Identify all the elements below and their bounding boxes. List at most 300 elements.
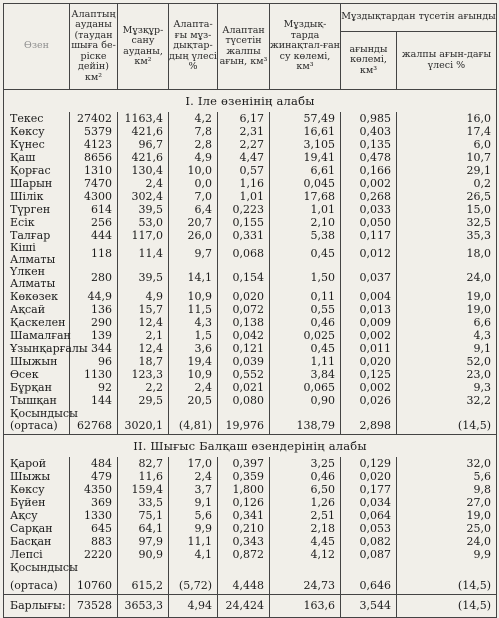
grand-total-cell: (14,5) bbox=[397, 594, 497, 617]
total-row bbox=[4, 420, 497, 435]
table-cell: 10,7 bbox=[397, 151, 497, 164]
table-cell: 9,7 bbox=[169, 242, 218, 266]
river-name: Ұзынқарғалы bbox=[4, 342, 70, 355]
river-name: Қарой bbox=[4, 457, 70, 470]
table-cell: 3,25 bbox=[270, 457, 341, 470]
total-cell: (14,5) bbox=[397, 574, 497, 594]
table-cell: 19,0 bbox=[397, 290, 497, 303]
table-cell: 7470 bbox=[70, 177, 118, 190]
table-cell: 1,26 bbox=[270, 496, 341, 509]
table-cell: 0,037 bbox=[341, 266, 397, 290]
grand-total-label: Барлығы: bbox=[4, 594, 70, 617]
table-cell: 4,9 bbox=[118, 290, 169, 303]
table-cell: 39,5 bbox=[118, 203, 169, 216]
table-cell: 136 bbox=[70, 303, 118, 316]
table-row bbox=[4, 457, 497, 470]
header-glacier-area: Мұзқұр-сану ауданы, км² bbox=[118, 4, 169, 90]
table-cell: 4,47 bbox=[218, 151, 270, 164]
river-name: Көкөзек bbox=[4, 290, 70, 303]
header-runoff-share: жалпы ағын-дағы үлесі % bbox=[397, 32, 497, 90]
table-row bbox=[4, 290, 497, 303]
table-cell: 3,84 bbox=[270, 368, 341, 381]
table-cell: 0,268 bbox=[341, 190, 397, 203]
table-cell: 0,025 bbox=[270, 329, 341, 342]
table-cell: 33,5 bbox=[118, 496, 169, 509]
header-river: Өзен bbox=[4, 4, 70, 90]
table-row bbox=[4, 329, 497, 342]
table-cell: 0,155 bbox=[218, 216, 270, 229]
header-basin-area: Алаптың ауданы (таудан шыға бе-ріске дейін) км² bbox=[70, 4, 118, 90]
table-cell: 4,9 bbox=[169, 151, 218, 164]
table-cell: 2,10 bbox=[270, 216, 341, 229]
table-row bbox=[4, 394, 497, 407]
table-cell: 0,082 bbox=[341, 535, 397, 548]
table-cell: 2,2 bbox=[118, 381, 169, 394]
river-name: Көксу bbox=[4, 125, 70, 138]
table-cell: 4,1 bbox=[169, 548, 218, 561]
table-cell: 4350 bbox=[70, 483, 118, 496]
table-cell: 92 bbox=[70, 381, 118, 394]
table-cell: 0,359 bbox=[218, 470, 270, 483]
empty-cell bbox=[118, 561, 169, 574]
table-cell: 0,126 bbox=[218, 496, 270, 509]
table-cell: 5379 bbox=[70, 125, 118, 138]
table-cell: 3,7 bbox=[169, 483, 218, 496]
grand-total-cell: 24,424 bbox=[218, 594, 270, 617]
table-cell: 1,01 bbox=[270, 203, 341, 216]
table-cell: 0,011 bbox=[341, 342, 397, 355]
table-cell: 32,0 bbox=[397, 457, 497, 470]
river-name: Талғар bbox=[4, 229, 70, 242]
table-row bbox=[4, 509, 497, 522]
table-cell: 0,872 bbox=[218, 548, 270, 561]
table-cell: 16,0 bbox=[397, 112, 497, 125]
table-cell: 19,4 bbox=[169, 355, 218, 368]
total-cell: 24,73 bbox=[270, 574, 341, 594]
table-cell: 5,38 bbox=[270, 229, 341, 242]
river-name: Бүйен bbox=[4, 496, 70, 509]
table-row bbox=[4, 216, 497, 229]
table-cell: 26,5 bbox=[397, 190, 497, 203]
total-cell: (14,5) bbox=[397, 420, 497, 435]
table-cell: 0,343 bbox=[218, 535, 270, 548]
table-cell: 26,0 bbox=[169, 229, 218, 242]
table-cell: 0,985 bbox=[341, 112, 397, 125]
table-cell: 0,053 bbox=[341, 522, 397, 535]
table-cell: 82,7 bbox=[118, 457, 169, 470]
table-row bbox=[4, 548, 497, 561]
table-row bbox=[4, 483, 497, 496]
table-cell: 75,1 bbox=[118, 509, 169, 522]
table-cell: 2,4 bbox=[169, 470, 218, 483]
table-cell: 6,17 bbox=[218, 112, 270, 125]
river-name: Шамалған bbox=[4, 329, 70, 342]
table-cell: 7,8 bbox=[169, 125, 218, 138]
river-name: Тышқан bbox=[4, 394, 70, 407]
table-cell: 614 bbox=[70, 203, 118, 216]
table-cell: 123,3 bbox=[118, 368, 169, 381]
table-cell: 130,4 bbox=[118, 164, 169, 177]
table-cell: 0,064 bbox=[341, 509, 397, 522]
table-cell: 0,46 bbox=[270, 470, 341, 483]
header-total-runoff: Алаптан түсетін жалпы ағын, км³ bbox=[218, 4, 270, 90]
table-cell: 117,0 bbox=[118, 229, 169, 242]
river-name: Шыжын bbox=[4, 355, 70, 368]
table-cell: 4,12 bbox=[270, 548, 341, 561]
table-cell: 5,6 bbox=[397, 470, 497, 483]
table-cell: 645 bbox=[70, 522, 118, 535]
empty-cell bbox=[169, 561, 218, 574]
table-cell: 29,1 bbox=[397, 164, 497, 177]
table-cell: 52,0 bbox=[397, 355, 497, 368]
total-cell: 615,2 bbox=[118, 574, 169, 594]
table-cell: 0,072 bbox=[218, 303, 270, 316]
table-cell: 19,41 bbox=[270, 151, 341, 164]
table-cell: 5,6 bbox=[169, 509, 218, 522]
table-cell: 0,033 bbox=[341, 203, 397, 216]
grand-total-cell: 163,6 bbox=[270, 594, 341, 617]
table-cell: 4,3 bbox=[397, 329, 497, 342]
table-cell: 0,034 bbox=[341, 496, 397, 509]
header-runoff-group: Мұздықтардан түсетін ағынды bbox=[341, 4, 497, 32]
section-title-row bbox=[4, 90, 497, 113]
table-cell: 1,16 bbox=[218, 177, 270, 190]
river-name: Ақсай bbox=[4, 303, 70, 316]
table-cell: 444 bbox=[70, 229, 118, 242]
river-name: Есік bbox=[4, 216, 70, 229]
table-row bbox=[4, 355, 497, 368]
table-cell: 2,31 bbox=[218, 125, 270, 138]
table-header bbox=[4, 4, 497, 90]
table-cell: 0,021 bbox=[218, 381, 270, 394]
table-cell: 139 bbox=[70, 329, 118, 342]
table-cell: 0,46 bbox=[270, 316, 341, 329]
table-cell: 64,1 bbox=[118, 522, 169, 535]
table-row bbox=[4, 151, 497, 164]
table-cell: 0,210 bbox=[218, 522, 270, 535]
table-cell: 2,8 bbox=[169, 138, 218, 151]
table-cell: 0,087 bbox=[341, 548, 397, 561]
river-name: Сарқан bbox=[4, 522, 70, 535]
river-name: Қаскелен bbox=[4, 316, 70, 329]
table-body bbox=[4, 90, 497, 618]
table-cell: 0,020 bbox=[218, 290, 270, 303]
table-cell: 4,2 bbox=[169, 112, 218, 125]
empty-cell bbox=[218, 561, 270, 574]
table-cell: 17,68 bbox=[270, 190, 341, 203]
table-cell: 17,4 bbox=[397, 125, 497, 138]
table-cell: 479 bbox=[70, 470, 118, 483]
table-cell: 9,9 bbox=[169, 522, 218, 535]
river-name: Шілік bbox=[4, 190, 70, 203]
table-cell: 0,177 bbox=[341, 483, 397, 496]
table-cell: 10,9 bbox=[169, 368, 218, 381]
table-cell: 1,50 bbox=[270, 266, 341, 290]
table-cell: 1130 bbox=[70, 368, 118, 381]
table-cell: 3,105 bbox=[270, 138, 341, 151]
table-cell: 0,065 bbox=[270, 381, 341, 394]
table-cell: 0,121 bbox=[218, 342, 270, 355]
river-name: Бұрқан bbox=[4, 381, 70, 394]
table-cell: 0,2 bbox=[397, 177, 497, 190]
total-sublabel: (ортаса) bbox=[4, 420, 70, 435]
table-cell: 0,009 bbox=[341, 316, 397, 329]
table-cell: 4,45 bbox=[270, 535, 341, 548]
table-row bbox=[4, 522, 497, 535]
table-cell: 0,0 bbox=[169, 177, 218, 190]
table-cell: 39,5 bbox=[118, 266, 169, 290]
table-cell: 0,050 bbox=[341, 216, 397, 229]
river-name: Кіші Алматы bbox=[4, 242, 70, 266]
total-cell: 138,79 bbox=[270, 420, 341, 435]
section-title-row bbox=[4, 435, 497, 458]
table-cell: 144 bbox=[70, 394, 118, 407]
table-cell: 0,135 bbox=[341, 138, 397, 151]
table-cell: 11,5 bbox=[169, 303, 218, 316]
table-cell: 0,002 bbox=[341, 329, 397, 342]
table-row bbox=[4, 342, 497, 355]
table-cell: 9,9 bbox=[397, 548, 497, 561]
table-cell: 484 bbox=[70, 457, 118, 470]
table-cell: 0,552 bbox=[218, 368, 270, 381]
table-cell: 1,800 bbox=[218, 483, 270, 496]
table-cell: 2220 bbox=[70, 548, 118, 561]
table-row bbox=[4, 203, 497, 216]
table-cell: 2,4 bbox=[169, 381, 218, 394]
table-cell: 0,478 bbox=[341, 151, 397, 164]
table-cell: 4,3 bbox=[169, 316, 218, 329]
table-cell: 32,5 bbox=[397, 216, 497, 229]
table-cell: 2,27 bbox=[218, 138, 270, 151]
table-cell: 11,1 bbox=[169, 535, 218, 548]
table-cell: 12,4 bbox=[118, 342, 169, 355]
total-cell: 3020,1 bbox=[118, 420, 169, 435]
table-row bbox=[4, 229, 497, 242]
table-cell: 0,026 bbox=[341, 394, 397, 407]
total-cell: 62768 bbox=[70, 420, 118, 435]
table-cell: 12,4 bbox=[118, 316, 169, 329]
table-cell: 18,7 bbox=[118, 355, 169, 368]
table-cell: 44,9 bbox=[70, 290, 118, 303]
total-cell: (5,72) bbox=[169, 574, 218, 594]
table-cell: 2,4 bbox=[118, 177, 169, 190]
table-cell: 1,01 bbox=[218, 190, 270, 203]
table-cell: 290 bbox=[70, 316, 118, 329]
table-cell: 27402 bbox=[70, 112, 118, 125]
total-cell: 19,976 bbox=[218, 420, 270, 435]
table-cell: 24,0 bbox=[397, 266, 497, 290]
table-cell: 421,6 bbox=[118, 125, 169, 138]
table-row bbox=[4, 138, 497, 151]
table-cell: 4123 bbox=[70, 138, 118, 151]
table-row bbox=[4, 368, 497, 381]
empty-cell bbox=[397, 561, 497, 574]
table-cell: 1163,4 bbox=[118, 112, 169, 125]
table-cell: 0,012 bbox=[341, 242, 397, 266]
table-cell: 0,11 bbox=[270, 290, 341, 303]
table-row bbox=[4, 112, 497, 125]
table-cell: 2,1 bbox=[118, 329, 169, 342]
table-cell: 0,002 bbox=[341, 381, 397, 394]
table-cell: 0,117 bbox=[341, 229, 397, 242]
table-cell: 7,0 bbox=[169, 190, 218, 203]
table-cell: 0,080 bbox=[218, 394, 270, 407]
table-cell: 0,403 bbox=[341, 125, 397, 138]
river-name: Өсек bbox=[4, 368, 70, 381]
river-name: Қаш bbox=[4, 151, 70, 164]
river-name: Басқан bbox=[4, 535, 70, 548]
table-cell: 10,0 bbox=[169, 164, 218, 177]
table-cell: 17,0 bbox=[169, 457, 218, 470]
table-row bbox=[4, 316, 497, 329]
grand-total-cell: 3,544 bbox=[341, 594, 397, 617]
table-cell: 53,0 bbox=[118, 216, 169, 229]
glacier-table bbox=[3, 3, 497, 618]
table-cell: 35,3 bbox=[397, 229, 497, 242]
table-row bbox=[4, 266, 497, 290]
table-cell: 369 bbox=[70, 496, 118, 509]
total-cell: 0,646 bbox=[341, 574, 397, 594]
table-cell: 19,0 bbox=[397, 303, 497, 316]
table-row bbox=[4, 381, 497, 394]
table-cell: 4300 bbox=[70, 190, 118, 203]
table-cell: 0,166 bbox=[341, 164, 397, 177]
table-cell: 23,0 bbox=[397, 368, 497, 381]
table-cell: 1,11 bbox=[270, 355, 341, 368]
table-cell: 2,51 bbox=[270, 509, 341, 522]
table-cell: 32,2 bbox=[397, 394, 497, 407]
table-cell: 0,45 bbox=[270, 342, 341, 355]
table-cell: 20,7 bbox=[169, 216, 218, 229]
table-cell: 118 bbox=[70, 242, 118, 266]
table-cell: 6,4 bbox=[169, 203, 218, 216]
total-cell: 4,448 bbox=[218, 574, 270, 594]
table-cell: 14,1 bbox=[169, 266, 218, 290]
table-cell: 0,004 bbox=[341, 290, 397, 303]
river-name: Көксу bbox=[4, 483, 70, 496]
table-cell: 6,50 bbox=[270, 483, 341, 496]
river-name: Түрген bbox=[4, 203, 70, 216]
empty-cell bbox=[270, 561, 341, 574]
table-cell: 11,6 bbox=[118, 470, 169, 483]
table-cell: 0,020 bbox=[341, 355, 397, 368]
section-title: I. Іле өзенінің алабы bbox=[4, 90, 497, 113]
header-ice-volume: Мұздық-тарда жинақтал-ған су көлемі, км³ bbox=[270, 4, 341, 90]
table-row bbox=[4, 470, 497, 483]
total-row bbox=[4, 561, 497, 574]
table-cell: 25,0 bbox=[397, 522, 497, 535]
table-cell: 9,8 bbox=[397, 483, 497, 496]
table-cell: 9,3 bbox=[397, 381, 497, 394]
table-cell: 0,45 bbox=[270, 242, 341, 266]
table-cell: 280 bbox=[70, 266, 118, 290]
table-cell: 0,397 bbox=[218, 457, 270, 470]
table-cell: 0,068 bbox=[218, 242, 270, 266]
table-cell: 421,6 bbox=[118, 151, 169, 164]
table-row bbox=[4, 303, 497, 316]
table-cell: 19,0 bbox=[397, 509, 497, 522]
river-name: Лепсі bbox=[4, 548, 70, 561]
table-cell: 9,1 bbox=[169, 496, 218, 509]
table-cell: 8656 bbox=[70, 151, 118, 164]
grand-total-cell: 3653,3 bbox=[118, 594, 169, 617]
river-name: Қорғас bbox=[4, 164, 70, 177]
table-cell: 1310 bbox=[70, 164, 118, 177]
table-cell: 159,4 bbox=[118, 483, 169, 496]
table-row bbox=[4, 535, 497, 548]
table-cell: 0,55 bbox=[270, 303, 341, 316]
grand-total-row bbox=[4, 594, 497, 617]
table-cell: 24,0 bbox=[397, 535, 497, 548]
table-cell: 90,9 bbox=[118, 548, 169, 561]
table-cell: 57,49 bbox=[270, 112, 341, 125]
table-cell: 6,6 bbox=[397, 316, 497, 329]
river-name: Үлкен Алматы bbox=[4, 266, 70, 290]
table-cell: 344 bbox=[70, 342, 118, 355]
table-cell: 15,7 bbox=[118, 303, 169, 316]
river-name: Текес bbox=[4, 112, 70, 125]
table-cell: 16,61 bbox=[270, 125, 341, 138]
table-cell: 27,0 bbox=[397, 496, 497, 509]
table-cell: 0,341 bbox=[218, 509, 270, 522]
table-cell: 6,0 bbox=[397, 138, 497, 151]
total-label: Қосындысы bbox=[4, 407, 70, 420]
total-cell: 2,898 bbox=[341, 420, 397, 435]
table-cell: 0,013 bbox=[341, 303, 397, 316]
table-cell: 883 bbox=[70, 535, 118, 548]
river-name: Шарын bbox=[4, 177, 70, 190]
section-title: II. Шығыс Балқаш өзендерінің алабы bbox=[4, 435, 497, 458]
table-cell: 2,18 bbox=[270, 522, 341, 535]
total-cell: 10760 bbox=[70, 574, 118, 594]
table-cell: 0,039 bbox=[218, 355, 270, 368]
table-cell: 0,138 bbox=[218, 316, 270, 329]
table-cell: 96,7 bbox=[118, 138, 169, 151]
table-row bbox=[4, 242, 497, 266]
table-cell: 0,002 bbox=[341, 177, 397, 190]
table-cell: 1,5 bbox=[169, 329, 218, 342]
total-sublabel: (ортаса) bbox=[4, 574, 70, 594]
total-cell: (4,81) bbox=[169, 420, 218, 435]
grand-total-cell: 73528 bbox=[70, 594, 118, 617]
table-cell: 18,0 bbox=[397, 242, 497, 266]
empty-cell bbox=[341, 561, 397, 574]
table-cell: 10,9 bbox=[169, 290, 218, 303]
river-name: Ақсу bbox=[4, 509, 70, 522]
table-row bbox=[4, 125, 497, 138]
table-cell: 3,6 bbox=[169, 342, 218, 355]
table-cell: 0,045 bbox=[270, 177, 341, 190]
table-cell: 15,0 bbox=[397, 203, 497, 216]
table-cell: 0,90 bbox=[270, 394, 341, 407]
table-cell: 0,042 bbox=[218, 329, 270, 342]
table-cell: 0,129 bbox=[341, 457, 397, 470]
header-glacier-share: Алапта-ғы мұз-дықтар-дың үлесі % bbox=[169, 4, 218, 90]
table-cell: 97,9 bbox=[118, 535, 169, 548]
table-cell: 0,154 bbox=[218, 266, 270, 290]
table-cell: 0,223 bbox=[218, 203, 270, 216]
table-cell: 9,1 bbox=[397, 342, 497, 355]
table-row bbox=[4, 190, 497, 203]
table-row bbox=[4, 177, 497, 190]
table-cell: 29,5 bbox=[118, 394, 169, 407]
table-cell: 256 bbox=[70, 216, 118, 229]
table-cell: 0,020 bbox=[341, 470, 397, 483]
table-cell: 20,5 bbox=[169, 394, 218, 407]
table-cell: 0,331 bbox=[218, 229, 270, 242]
header-runoff-volume: ағынды көлемі, км³ bbox=[341, 32, 397, 90]
table-row bbox=[4, 164, 497, 177]
